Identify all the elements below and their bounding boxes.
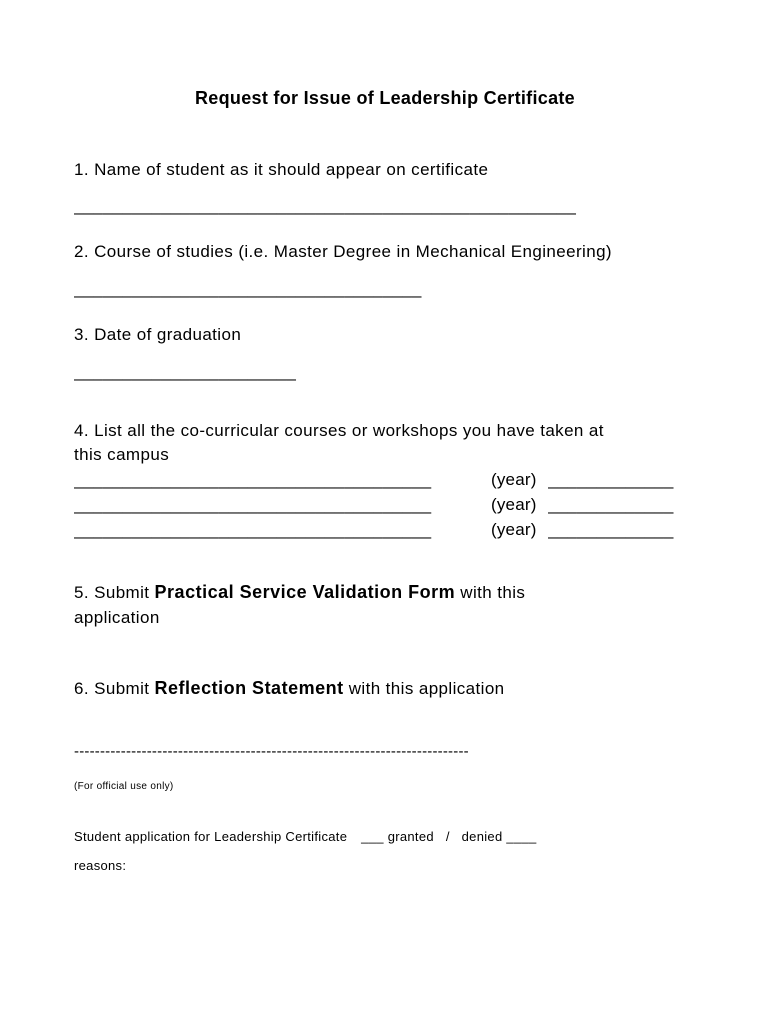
year-label: (year): [491, 520, 537, 539]
official-use-note: (For official use only): [74, 781, 174, 792]
option-separator: /: [445, 829, 450, 844]
course-row: [74, 495, 696, 519]
year-line[interactable]: _____________: [548, 470, 674, 489]
question-2-label: 2. Course of studies (i.e. Master Degree in Mechanical Engineering): [74, 242, 612, 261]
question-5-suffix: with this: [455, 583, 526, 602]
question-6-label: [74, 676, 505, 701]
question-1-label: 1. Name of student as it should appear on certificate: [74, 160, 489, 179]
question-6-statement-name: Reflection Statement: [154, 678, 344, 698]
question-6-suffix: with this application: [343, 679, 505, 698]
denied-option: denied: [461, 829, 503, 844]
question-1-answer-line[interactable]: ____________________________________________________: [74, 196, 577, 215]
decision-label: Student application for Leadership Certificate: [74, 829, 348, 844]
course-name-line[interactable]: _____________________________________: [74, 495, 432, 514]
page-title: Request for Issue of Leadership Certificate: [195, 88, 575, 108]
course-name-line[interactable]: _____________________________________: [74, 520, 432, 539]
dashed-separator: ----------------------------------------------------------------------------: [74, 743, 469, 760]
course-row: [74, 470, 696, 494]
year-line[interactable]: _____________: [548, 520, 674, 539]
question-5-form-name: Practical Service Validation Form: [154, 582, 456, 602]
year-label: (year): [491, 495, 537, 514]
granted-option: granted: [387, 829, 434, 844]
question-4-label-line-1: 4. List all the co-curricular courses or workshops you have taken at: [74, 421, 604, 440]
question-3-answer-line[interactable]: _______________________: [74, 362, 297, 381]
year-label: (year): [491, 470, 537, 489]
course-row: [74, 520, 696, 544]
decision-line: [74, 829, 537, 844]
question-6-prefix: 6. Submit: [74, 679, 155, 698]
question-4-label-line-2: this campus: [74, 445, 170, 464]
granted-blank[interactable]: ___: [361, 829, 384, 844]
year-line[interactable]: _____________: [548, 495, 674, 514]
reasons-label: reasons:: [74, 858, 127, 873]
question-5-label-line-2: application: [74, 608, 160, 627]
course-name-line[interactable]: _____________________________________: [74, 470, 432, 489]
question-3-label: 3. Date of graduation: [74, 325, 242, 344]
question-5-label-line-1: [74, 580, 525, 605]
question-5-prefix: 5. Submit: [74, 583, 155, 602]
question-2-answer-line[interactable]: ____________________________________: [74, 279, 422, 298]
denied-blank[interactable]: ____: [506, 829, 537, 844]
